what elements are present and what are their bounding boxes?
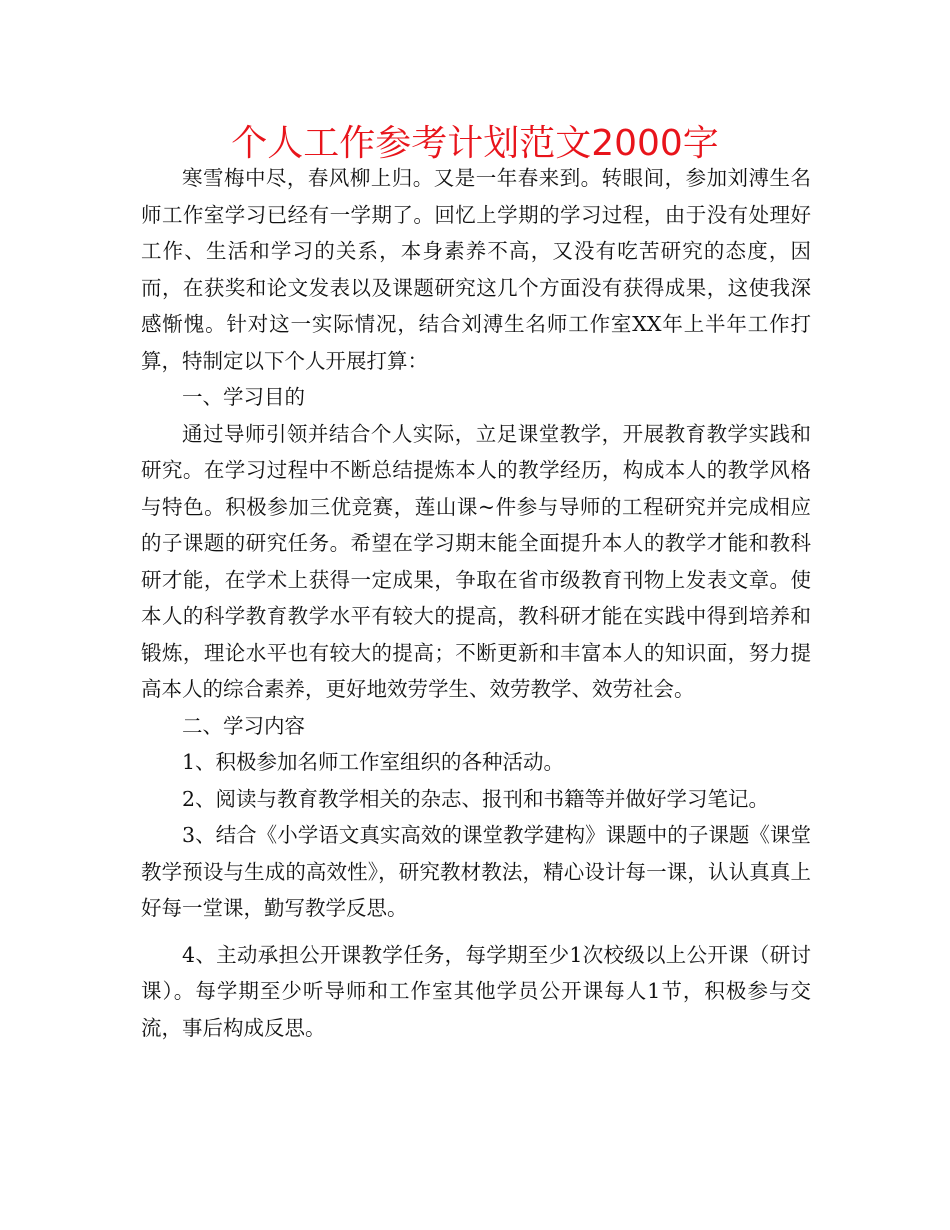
list-item: 2、阅读与教育教学相关的杂志、报刊和书籍等并做好学习笔记。 [182,786,770,811]
list-item: 3、结合《小学语文真实高效的课堂教学建构》课题中的子课题《课堂教学预设与生成的高效性》，研究教材教法，精心设计每一课，认认真真上好每一堂课，勤写教学反思。 [141,823,811,920]
document-body [141,160,811,1046]
goals-paragraph: 通过导师引领并结合个人实际，立足课堂教学，开展教育教学实践和研究。在学习过程中不断总结提炼本人的教学经历，构成本人的教学风格与特色。积极参加三优竞赛，莲山课~件参与导师的工程研究并完成相应的子课题的研究任务。希望在学习期末能全面提升本人的教学才能和教科研才能，在学术上获得一定成果，争取在省市级教育刊物上发表文章。使本人的科学教育教学水平有较大的提高，教科研才能在实践中得到培养和锻炼，理论水平也有较大的提高；不断更新和丰富本人的知识面，努力提高本人的综合素养，更好地效劳学生、效劳教学、效劳社会。 [141,421,811,701]
section-heading-goals: 一、学习目的 [182,385,305,409]
paragraph-spacer [141,927,811,937]
list-item: 4、主动承担公开课教学任务，每学期至少1次校级以上公开课（研讨课）。每学期至少听导师和工作室其他学员公开课每人1节，积极参与交流，事后构成反思。 [141,942,811,1040]
list-item: 1、积极参加名师工作室组织的各种活动。 [182,750,565,774]
section-heading-content: 二、学习内容 [182,713,305,738]
document-title: 个人工作参考计划范文2000字 [231,123,719,164]
intro-paragraph: 寒雪梅中尽，春风柳上归。又是一年春来到。转眼间，参加刘溥生名师工作室学习已经有一学期了。回忆上学期的学习过程，由于没有处理好工作、生活和学习的关系，本身素养不高，又没有吃苦研究的态度，因而，在获奖和论文发表以及课题研究这几个方面没有获得成果，这使我深感惭愧。针对这一实际情况，结合刘溥生名师工作室XX年上半年工作打算，特制定以下个人开展打算： [141,166,811,373]
